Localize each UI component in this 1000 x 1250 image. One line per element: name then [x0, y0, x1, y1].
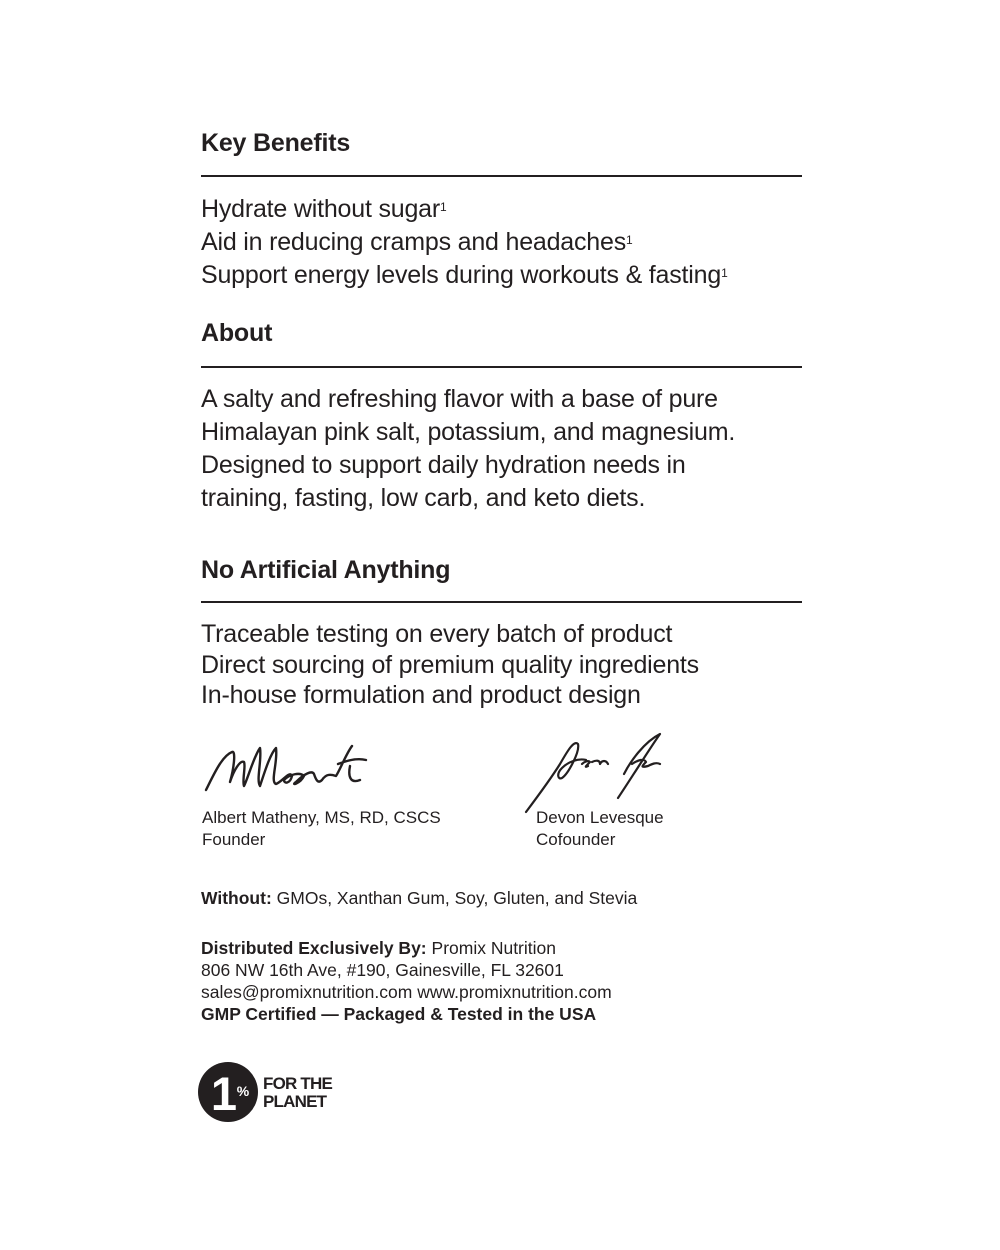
distributor-address: 806 NW 16th Ave, #190, Gainesville, FL 32601: [201, 960, 564, 980]
no-artificial-item: Traceable testing on every batch of product: [201, 620, 673, 648]
svg-text:%: %: [236, 1083, 250, 1099]
devon-signature: [520, 730, 670, 815]
founder-role: Founder: [202, 830, 266, 849]
no-artificial-divider: [201, 601, 802, 603]
distributor-line: [201, 937, 556, 959]
about-divider: [201, 366, 802, 368]
cofounder-role: Cofounder: [536, 830, 616, 849]
about-line: Himalayan pink salt, potassium, and magnesium.: [201, 418, 736, 446]
no-artificial-item: Direct sourcing of premium quality ingredients: [201, 650, 699, 679]
about-line: training, fasting, low carb, and keto diets.: [201, 484, 646, 512]
without-statement: [201, 887, 637, 909]
about-line: Designed to support daily hydration needs in: [201, 451, 686, 479]
svg-text:PLANET: PLANET: [263, 1092, 327, 1111]
contact-line: [201, 981, 612, 1003]
cofounder-block: [536, 807, 664, 851]
key-benefits-divider: [201, 175, 802, 177]
certification-line: GMP Certified — Packaged & Tested in the USA: [201, 1004, 597, 1024]
contact-email: sales@promixnutrition.com: [201, 982, 413, 1002]
footnote-marker: 1: [439, 200, 447, 214]
no-artificial-list: [201, 619, 821, 711]
benefit-item: Hydrate without sugar$^1$: [201, 195, 447, 223]
founder-block: [202, 807, 441, 851]
about-text: [201, 383, 821, 515]
without-label: Without:: [201, 888, 272, 908]
benefit-item: Support energy levels during workouts & fasting$^1$: [201, 261, 728, 289]
contact-website: www.promixnutrition.com: [417, 982, 612, 1002]
key-benefits-heading: Key Benefits: [201, 129, 351, 157]
svg-text:FOR THE: FOR THE: [263, 1074, 333, 1093]
founder-name: Albert Matheny, MS, RD, CSCS: [202, 808, 441, 827]
svg-text:1: 1: [210, 1067, 238, 1120]
no-artificial-heading: No Artificial Anything: [201, 556, 451, 584]
benefit-item: Aid in reducing cramps and headaches$^1$: [201, 228, 633, 256]
no-artificial-item: In-house formulation and product design: [201, 681, 641, 709]
albert-signature: [200, 740, 375, 798]
distributor-name: Promix Nutrition: [431, 938, 556, 958]
cofounder-name: Devon Levesque: [536, 808, 664, 827]
about-line: A salty and refreshing flavor with a base of pure: [201, 385, 718, 413]
one-percent-for-the-planet-logo: [197, 1061, 347, 1123]
key-benefits-list: [201, 193, 821, 292]
without-text: GMOs, Xanthan Gum, Soy, Gluten, and Stevia: [276, 888, 638, 908]
distributor-label: Distributed Exclusively By:: [201, 938, 427, 958]
footnote-marker: 1: [626, 233, 633, 247]
footnote-marker: 1: [721, 266, 728, 280]
about-heading: About: [201, 319, 273, 347]
